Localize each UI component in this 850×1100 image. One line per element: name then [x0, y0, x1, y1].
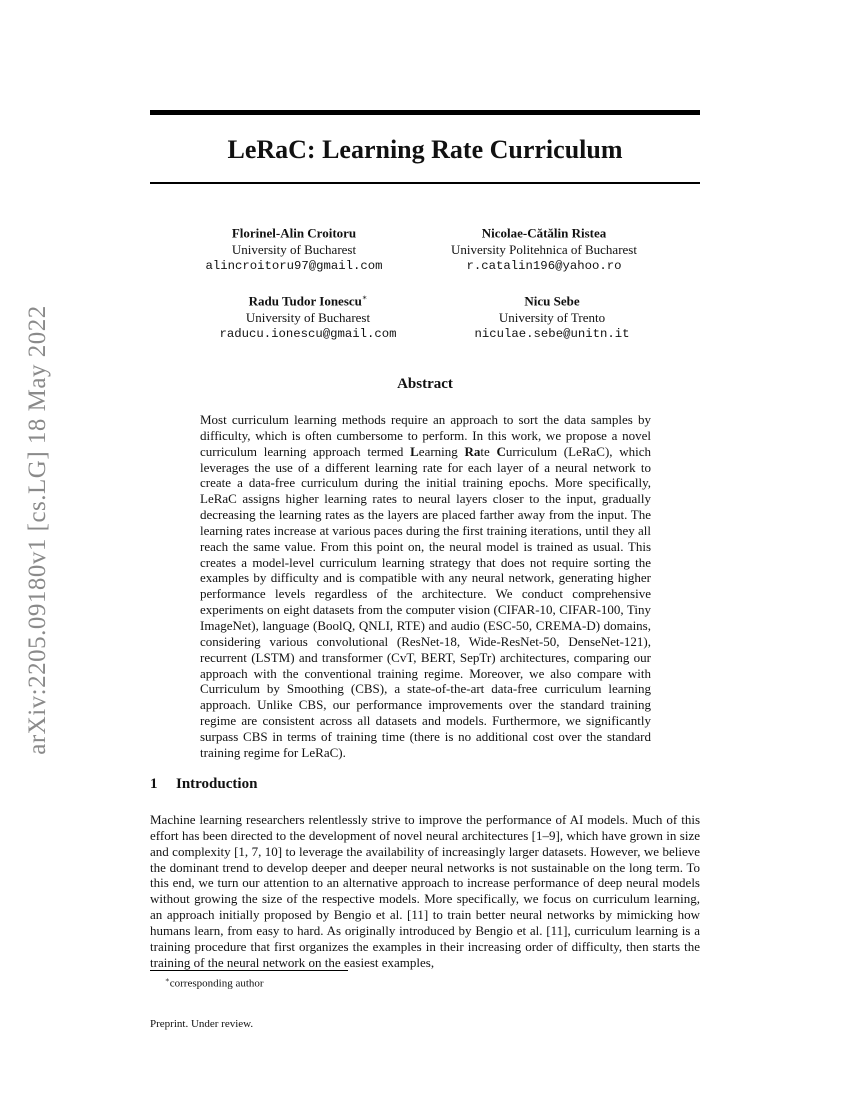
author-block	[422, 290, 682, 343]
footnote: ∗corresponding author	[165, 976, 264, 990]
title-top-rule	[150, 110, 700, 115]
abstract-text: Most curriculum learning methods require an approach to sort the data samples by difficulty, which is often cumbersome to perform. In this work, we propose a novel curriculum learning approach termed Learning Rate Curriculum (LeRaC), which leverages the use of a different learning rate for each layer of a neural network to create a data-free curriculum during the initial training epochs. More specifically, LeRaC assigns higher learning rates to neural layers closer to the input, gradually decreasing the learning rates as the layers are placed farther away from the input. The learning rates increase at various paces during the first training iterations, until they all reach the same value. From this point on, the neural model is trained as usual. This creates a model-level curriculum learning strategy that does not require sorting the examples by difficulty and is compatible with any neural network, generating higher performance levels regardless of the architecture. We conduct comprehensive experiments on eight datasets from the computer vision (CIFAR-10, CIFAR-100, Tiny ImageNet), language (BoolQ, QNLI, RTE) and audio (ESC-50, CREMA-D) domains, considering various convolutional (ResNet-18, Wide-ResNet-50, DenseNet-121), recurrent (LSTM) and transformer (CvT, BERT, SepTr) architectures, comparing our approach with the conventional training regime. Moreover, we also compare with Curriculum by Smoothing (CBS), a state-of-the-art data-free curriculum learning approach. Unlike CBS, our performance improvements over the standard training regime are consistent across all datasets and models. Furthermore, we significantly surpass CBS in terms of training time (there is no additional cost over the standard training regime for LeRaC).	[200, 412, 652, 760]
author-name: Nicu Sebe	[524, 293, 580, 309]
author-block	[178, 290, 438, 343]
author-block	[414, 222, 674, 275]
footnote-rule	[150, 970, 348, 971]
author-affiliation: University of Bucharest	[245, 309, 371, 325]
author-affiliation: University of Bucharest	[231, 241, 357, 257]
author-email: alincroitoru97@gmail.com	[205, 259, 383, 274]
author-email: raducu.ionescu@gmail.com	[219, 327, 397, 342]
author-affiliation: University Politehnica of Bucharest	[451, 241, 637, 257]
author-email: niculae.sebe@unitn.it	[474, 327, 630, 342]
preprint-notice: Preprint. Under review.	[150, 1018, 254, 1030]
author-block	[164, 222, 424, 275]
author-name: Florinel-Alin Croitoru	[231, 225, 357, 241]
introduction-text: Machine learning researchers relentlessly strive to improve the performance of AI models. Much of this effort has been directed to the development of novel neural architectures [1–9], which have grown in size and complexity [1, 7, 10] to leverage the availability of increasingly larger datasets. However, we believe the dominant trend to develop deeper and deeper neural networks is not sustainable on the long term. To this end, we turn our attention to an alternative approach to increase performance of deep neural models without growing the size of the respective models. More specifically, we focus on curriculum learning, an approach initially proposed by Bengio et al. [11] to train better neural networks by mimicking how humans learn, from easy to hard. As originally introduced by Bengio et al. [11], curriculum learning is a training procedure that first organizes the examples in their increasing order of difficulty, then starts the training of the neural network on the easiest examples,	[150, 812, 700, 970]
section-title: Introduction	[176, 776, 258, 792]
title-bottom-rule	[150, 182, 700, 184]
author-affiliation: University of Trento	[498, 309, 606, 325]
author-name: Radu Tudor Ionescu∗	[248, 293, 368, 309]
author-name: Nicolae-Cătălin Ristea	[481, 225, 607, 241]
author-email: r.catalin196@yahoo.ro	[466, 259, 622, 274]
arxiv-identifier: arXiv:2205.09180v1 [cs.LG] 18 May 2022	[24, 305, 51, 755]
section-number: 1	[150, 776, 158, 792]
abstract-heading: Abstract	[397, 376, 453, 392]
section-heading	[150, 776, 257, 793]
paper-title: LeRaC: Learning Rate Curriculum	[227, 135, 623, 164]
